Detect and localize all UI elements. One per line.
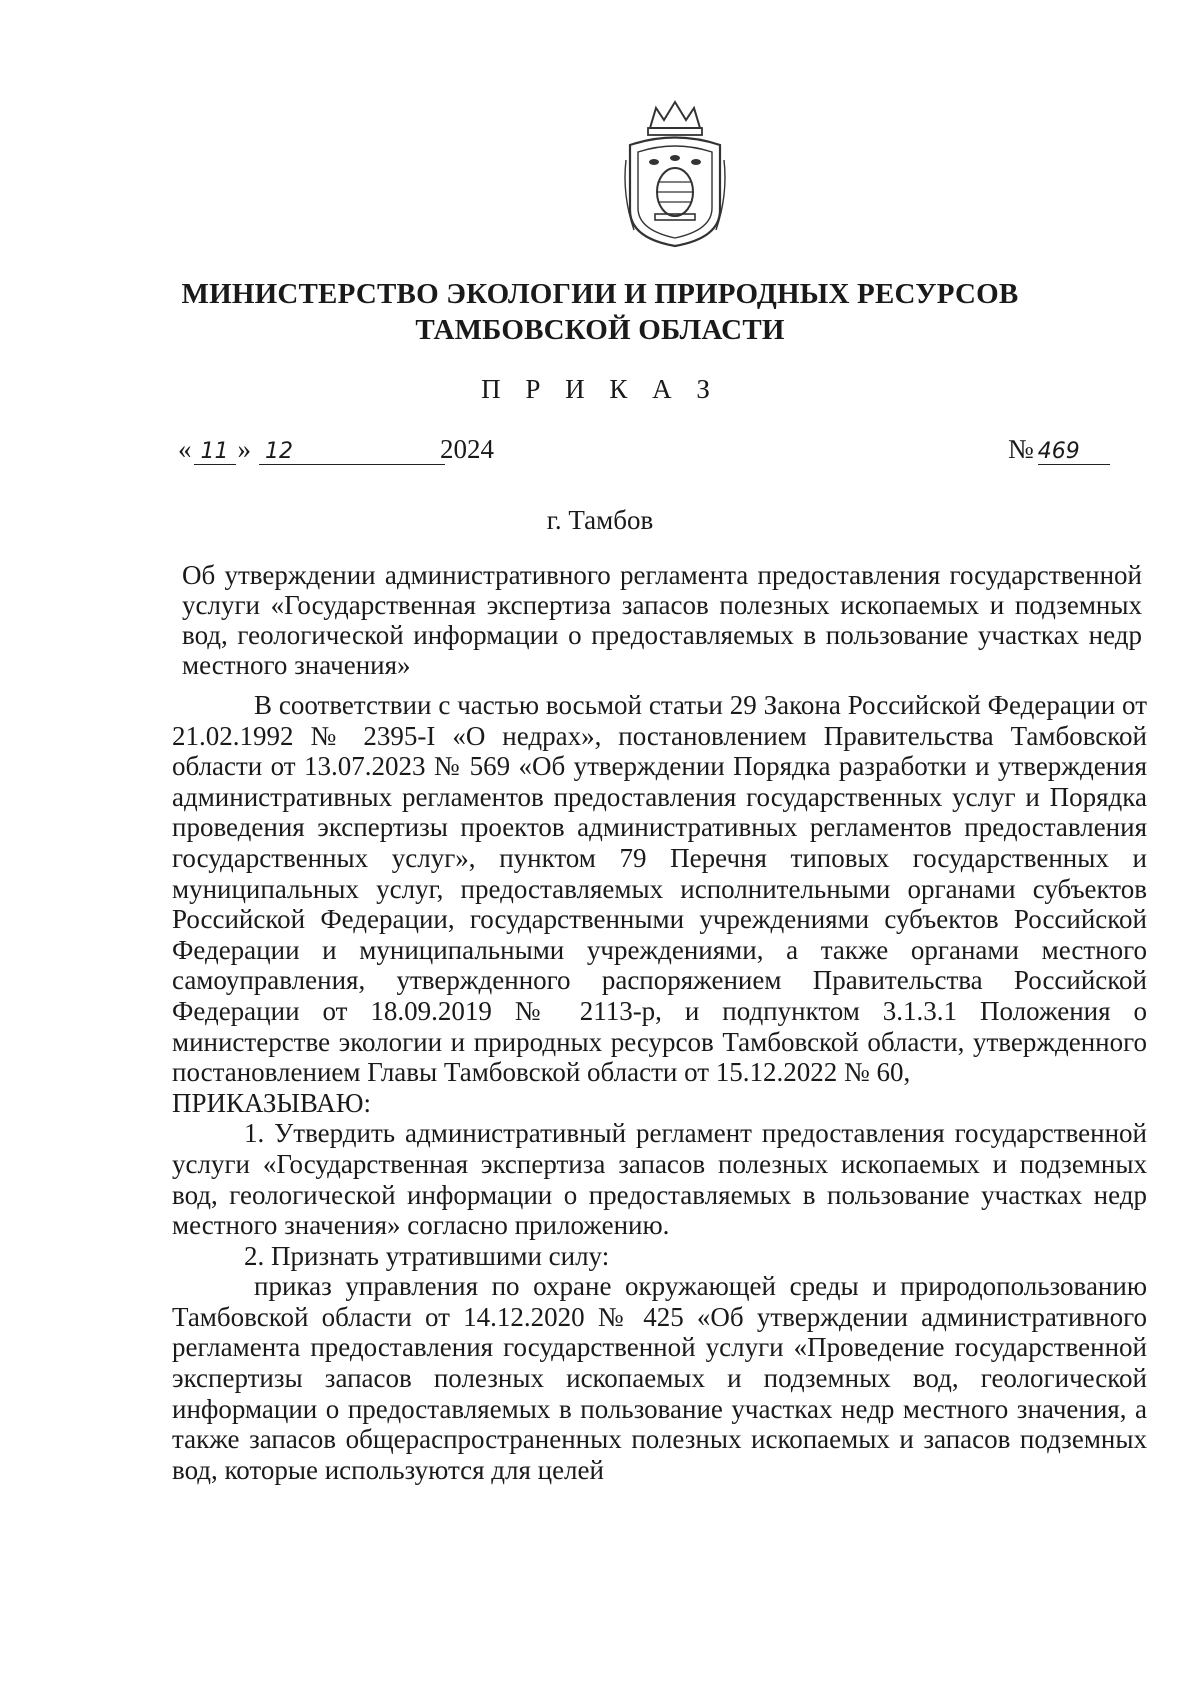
order-date <box>178 434 445 465</box>
order-day: 11 <box>194 439 236 465</box>
preamble-paragraph: В соответствии с частью восьмой статьи 29 Закона Российской Федерации от 21.02.1992 № 2395-I «О недрах», постановлением Правительства Тамбовской области от 13.07.2023 № 569 «Об утверждении Порядка разработки и утверждения административных регламентов предоставления государственных услуг и Порядка проведения экспертизы проектов административных регламентов предоставления государственных услуг», пунктом 79 Перечня типовых государственных и муниципальных услуг, предоставляемых исполнительными органами субъектов Российской Федерации, государственными учреждениями субъектов Российской Федерации и муниципальными учреждениями, а также органами местного самоуправления, утвержденного распоряжением Правительства Российской Федерации от 18.09.2019 № 2113-р, и подпунктом 3.1.3.1 Положения о министерстве экологии и природных ресурсов Тамбовской области, утвержденного постановлением Главы Тамбовской области от 15.12.2022 № 60, <box>172 690 1147 1088</box>
ministry-title-line1: МИНИСТЕРСТВО ЭКОЛОГИИ И ПРИРОДНЫХ РЕСУРСОВ <box>181 278 1019 310</box>
item-2-text: приказ управления по охране окружающей среды и природопользованию Тамбовской области от 14.12.2020 № 425 «Об утверждении административного регламента предоставления государственной услуги «Проведение государственной экспертизы запасов полезных ископаемых и подземных вод, геологической информации о предоставляемых в пользование участках недр местного значения, а также запасов общераспространенных полезных ископаемых и запасов подземных вод, которые используются для целей <box>172 1271 1147 1485</box>
number-label: № <box>1008 434 1034 464</box>
ministry-title-line2: ТАМБОВСКОЙ ОБЛАСТИ <box>415 314 785 346</box>
order-subject: Об утверждении административного регламента предоставления государственной услуги «Государственная экспертиза запасов полезных ископаемых и подземных вод, геологической информации о предоставляемых в пользование участках недр местного значения» <box>182 560 1142 680</box>
coat-of-arms-icon <box>620 100 730 250</box>
quote-open: « <box>178 434 192 464</box>
order-month: 12 <box>259 439 445 465</box>
order-body <box>172 690 1147 1485</box>
document-type: П Р И К А З <box>481 374 719 404</box>
order-year: 2024 <box>440 434 494 464</box>
quote-close: » <box>237 434 251 464</box>
item-1-paragraph: 1. Утвердить административный регламент предоставления государственной услуги «Государственная экспертиза запасов полезных ископаемых и подземных вод, геологической информации о предоставляемых в пользование участках недр местного значения» согласно приложению. <box>172 1118 1147 1241</box>
directive: ПРИКАЗЫВАЮ: <box>172 1087 371 1118</box>
number-value: 469 <box>1038 439 1110 465</box>
item-2-heading: 2. Признать утратившими силу: <box>244 1240 610 1271</box>
order-number <box>1008 434 1110 465</box>
city: г. Тамбов <box>546 505 654 535</box>
